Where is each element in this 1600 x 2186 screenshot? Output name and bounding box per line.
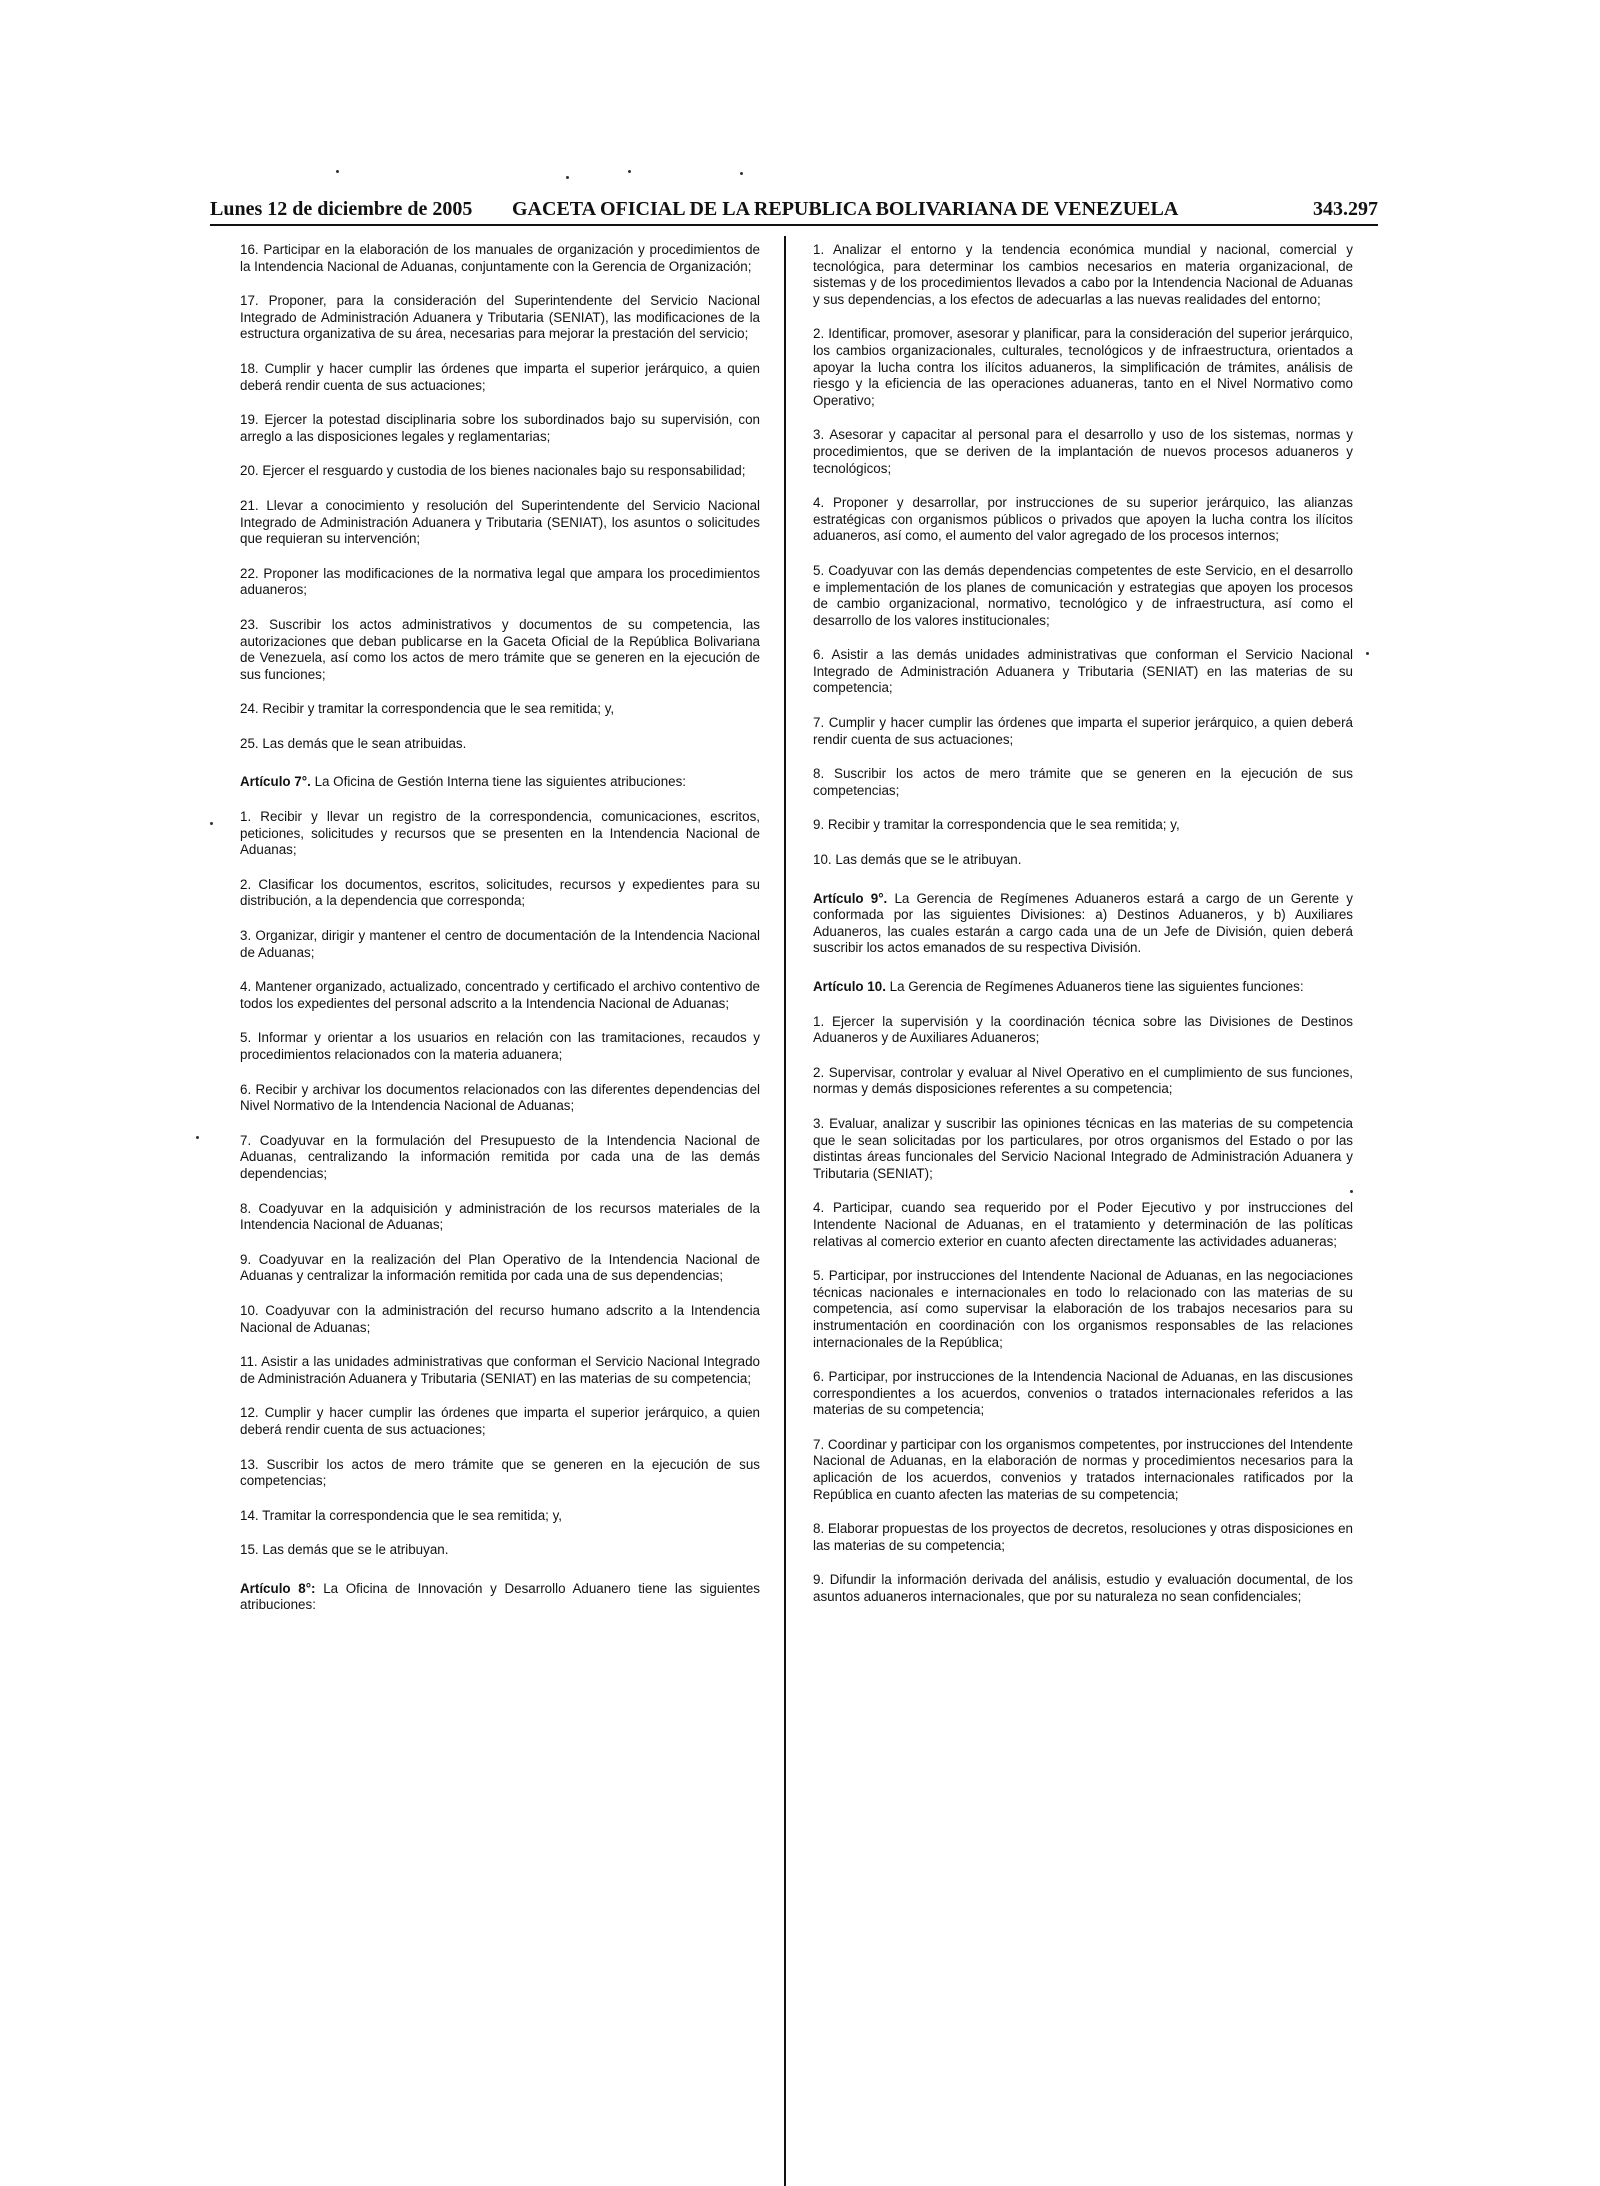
paragraph-text: 1. Ejercer la supervisión y la coordinación técnica sobre las Divisiones de Destinos Aduaneros y de Auxiliares Aduaneros;	[813, 1013, 1353, 1046]
paragraph-text: 7. Coadyuvar en la formulación del Presupuesto de la Intendencia Nacional de Aduanas, centralizando la información remitida por cada una de las demás dependencias;	[240, 1132, 760, 1181]
list-item	[240, 1030, 760, 1063]
list-item	[813, 647, 1353, 697]
paragraph-text: 6. Asistir a las demás unidades administrativas que conforman el Servicio Nacional Integrado de Administración Aduanera y Tributaria (SENIAT) en las materias de su competencia;	[813, 647, 1353, 696]
paragraph-text: 3. Asesorar y capacitar al personal para el desarrollo y uso de los sistemas, normas y procedimientos, que se deriven de la implantación de nuevos procesos aduaneros y tecnológicos;	[813, 427, 1353, 476]
list-item	[813, 1200, 1353, 1250]
paragraph-text: 22. Proponer las modificaciones de la normativa legal que ampara los procedimientos aduaneros;	[240, 565, 760, 598]
list-item	[813, 495, 1353, 545]
list-item	[813, 1116, 1353, 1182]
list-item	[240, 809, 760, 859]
scan-speck	[1350, 1190, 1353, 1193]
scan-speck	[1366, 652, 1369, 655]
list-item	[813, 766, 1353, 799]
paragraph-text: 1. Recibir y llevar un registro de la correspondencia, comunicaciones, escritos, peticiones, solicitudes y recursos que se presenten en la Intendencia Nacional de Aduanas;	[240, 809, 760, 858]
paragraph-text: 25. Las demás que le sean atribuidas.	[240, 735, 467, 751]
header-page-number: 343.297	[1313, 198, 1378, 220]
list-item	[240, 361, 760, 394]
article-paragraph	[240, 1581, 760, 1614]
scan-speck	[740, 172, 743, 175]
paragraph-text: 20. Ejercer el resguardo y custodia de los bienes nacionales bajo su responsabilidad;	[240, 463, 746, 479]
paragraph-text: 5. Informar y orientar a los usuarios en relación con las tramitaciones, recaudos y procedimientos relacionados con la materia aduanera;	[240, 1030, 760, 1062]
list-item	[813, 427, 1353, 477]
header-date: Lunes 12 de diciembre de 2005	[210, 198, 473, 220]
paragraph-text: 7. Coordinar y participar con los organismos competentes, por instrucciones del Intendente Nacional de Aduanas, en la elaboración de normas y procedimientos necesarios para la aplicación de los acuerdos, convenios y tratados internacionales ratificados por la República en cuanto afecten las materias de su competencia;	[813, 1436, 1353, 1502]
list-item	[240, 1542, 760, 1559]
paragraph-text: 15. Las demás que se le atribuyan.	[240, 1542, 449, 1558]
scan-speck	[210, 822, 213, 825]
list-item	[240, 412, 760, 445]
paragraph-text: 6. Recibir y archivar los documentos relacionados con las diferentes dependencias del Nivel Normativo de la Intendencia Nacional de Aduanas;	[240, 1081, 760, 1114]
paragraph-text: 13. Suscribir los actos de mero trámite que se generen en la ejecución de sus competencias;	[240, 1456, 760, 1489]
list-item	[813, 1014, 1353, 1047]
list-item	[240, 1354, 760, 1387]
list-item	[813, 326, 1353, 409]
paragraph-text: La Gerencia de Regímenes Aduaneros estará a cargo de un Gerente y conformada por las siguientes Divisiones: a) Destinos Aduaneros, y b) Auxiliares Aduaneros, las cuales estarán a cargo cada una de un Jefe de División, quien deberá suscribir los actos emanados de su respectiva División.	[813, 890, 1353, 956]
list-item	[240, 566, 760, 599]
paragraph-text: 5. Participar, por instrucciones del Intendente Nacional de Aduanas, en las negociaciones técnicas nacionales e internacionales en todo lo relacionado con las materias de su competencia, así como supervisar la elaboración de los trabajos necesarios para su instrumentación en coordinación con los organismos responsables de las relaciones internacionales de la República;	[813, 1268, 1353, 1350]
paragraph-text: 24. Recibir y tramitar la correspondencia que le sea remitida; y,	[240, 701, 615, 717]
list-item	[813, 1437, 1353, 1503]
right-column	[813, 242, 1353, 1624]
paragraph-text: 7. Cumplir y hacer cumplir las órdenes que imparta el superior jerárquico, a quien deberá rendir cuenta de sus actuaciones;	[813, 715, 1353, 747]
paragraph-text: 5. Coadyuvar con las demás dependencias competentes de este Servicio, en el desarrollo e implementación de los planes de comunicación y estrategias que apoyen los procesos de cambio organizacional, normativo, tecnológico y de infraestructura, así como el desarrollo de los valores institucionales;	[813, 562, 1353, 628]
list-item	[240, 1201, 760, 1234]
paragraph-text: 14. Tramitar la correspondencia que le sea remitida; y,	[240, 1507, 563, 1523]
paragraph-text: La Gerencia de Regímenes Aduaneros tiene las siguientes funciones:	[885, 979, 1304, 994]
paragraph-text: 2. Identificar, promover, asesorar y planificar, para la consideración del superior jerárquico, los cambios organizacionales, culturales, tecnológicos y de infraestructura, orientados a apoyar la lucha contra los ilícitos aduaneros, la simplificación de trámites, análisis de riesgo y la eficiencia de las operaciones aduaneras, tanto en el Nivel Normativo como Operativo;	[813, 326, 1353, 408]
article-label: Artículo 10.	[813, 979, 886, 994]
paragraph-text: 4. Participar, cuando sea requerido por el Poder Ejecutivo y por instrucciones del Intendente Nacional de Aduanas, en el tratamiento y determinación de las políticas relativas al comercio exterior en cuanto afecten directamente las actividades aduaneras;	[813, 1200, 1353, 1249]
list-item	[813, 817, 1353, 834]
list-item	[240, 293, 760, 343]
paragraph-text: 9. Coadyuvar en la realización del Plan Operativo de la Intendencia Nacional de Aduanas y centralizar la información remitida por cada una de sus dependencias;	[240, 1251, 760, 1284]
paragraph-text: 9. Recibir y tramitar la correspondencia que le sea remitida; y,	[813, 817, 1180, 833]
list-item	[813, 1572, 1353, 1605]
header-rule	[210, 224, 1378, 226]
scan-speck	[628, 170, 631, 173]
list-item	[240, 498, 760, 548]
paragraph-text: 4. Proponer y desarrollar, por instrucciones de su superior jerárquico, las alianzas estratégicas con organismos públicos o privados que apoyen la lucha contra los ilícitos aduaneros, así como, el aumento del valor agregado de los procesos internos;	[813, 495, 1353, 544]
list-item	[813, 1521, 1353, 1554]
article-label: Artículo 7°.	[240, 774, 311, 790]
paragraph-text: 3. Organizar, dirigir y mantener el centro de documentación de la Intendencia Nacional de Aduanas;	[240, 928, 760, 960]
paragraph-text: La Oficina de Innovación y Desarrollo Aduanero tiene las siguientes atribuciones:	[240, 1580, 760, 1613]
list-item	[240, 463, 760, 480]
column-divider	[784, 236, 786, 2186]
page-header	[210, 198, 1378, 228]
list-item	[813, 242, 1353, 308]
list-item	[240, 1133, 760, 1183]
list-item	[240, 877, 760, 910]
paragraph-text: 8. Coadyuvar en la adquisición y administración de los recursos materiales de la Intendencia Nacional de Aduanas;	[240, 1200, 760, 1233]
list-item	[240, 1508, 760, 1525]
paragraph-text: 17. Proponer, para la consideración del Superintendente del Servicio Nacional Integrado de Administración Aduanera y Tributaria (SENIAT), las modificaciones de la estructura organizativa de su área, necesarias para mejorar la prestación del servicio;	[240, 293, 760, 342]
paragraph-text: 2. Supervisar, controlar y evaluar al Nivel Operativo en el cumplimiento de sus funciones, normas y demás disposiciones referentes a su competencia;	[813, 1064, 1353, 1097]
list-item	[813, 715, 1353, 748]
paragraph-text: 10. Las demás que se le atribuyan.	[813, 852, 1022, 868]
paragraph-text: 4. Mantener organizado, actualizado, concentrado y certificado el archivo contentivo de todos los expedientes del personal adscrito a la Intendencia Nacional de Aduanas;	[240, 979, 760, 1011]
list-item	[240, 1252, 760, 1285]
list-item	[240, 1405, 760, 1438]
paragraph-text: La Oficina de Gestión Interna tiene las siguientes atribuciones:	[310, 774, 687, 790]
paragraph-text: 8. Suscribir los actos de mero trámite que se generen en la ejecución de sus competencias;	[813, 766, 1353, 798]
list-item	[240, 1082, 760, 1115]
paragraph-text: 21. Llevar a conocimiento y resolución del Superintendente del Servicio Nacional Integrado de Administración Aduanera y Tributaria (SENIAT), los asuntos o solicitudes que requieran su intervención;	[240, 497, 760, 547]
left-column	[240, 242, 760, 1632]
paragraph-text: 23. Suscribir los actos administrativos y documentos de su competencia, las autorizaciones que deban publicarse en la Gaceta Oficial de la República Bolivariana de Venezuela, así como los actos de mero trámite que se generen en la ejecución de sus funciones;	[240, 616, 760, 682]
list-item	[240, 736, 760, 753]
paragraph-text: 19. Ejercer la potestad disciplinaria sobre los subordinados bajo su supervisión, con arreglo a las disposiciones legales y reglamentarias;	[240, 412, 760, 444]
paragraph-text: 12. Cumplir y hacer cumplir las órdenes que imparta el superior jerárquico, a quien deberá rendir cuenta de sus actuaciones;	[240, 1405, 760, 1437]
scan-speck	[566, 176, 569, 179]
list-item	[813, 1369, 1353, 1419]
list-item	[240, 617, 760, 683]
article-paragraph	[240, 774, 760, 791]
paragraph-text: 10. Coadyuvar con la administración del recurso humano adscrito a la Intendencia Nacional de Aduanas;	[240, 1302, 760, 1335]
paragraph-text: 9. Difundir la información derivada del análisis, estudio y evaluación documental, de los asuntos aduaneros internacionales, que por su naturaleza no sean confidenciales;	[813, 1572, 1353, 1605]
list-item	[240, 242, 760, 275]
article-label: Artículo 9°.	[813, 890, 888, 906]
article-label: Artículo 8°:	[240, 1580, 316, 1596]
list-item	[240, 979, 760, 1012]
article-paragraph	[813, 979, 1353, 996]
scan-speck	[196, 1136, 199, 1139]
list-item	[813, 852, 1353, 869]
list-item	[240, 1457, 760, 1490]
list-item	[240, 1303, 760, 1336]
list-item	[240, 928, 760, 961]
header-title: GACETA OFICIAL DE LA REPUBLICA BOLIVARIANA DE VENEZUELA	[512, 198, 1179, 220]
list-item	[813, 1065, 1353, 1098]
paragraph-text: 1. Analizar el entorno y la tendencia económica mundial y nacional, comercial y tecnológica, para determinar los cambios necesarios en materia organizacional, de sistemas y de los procedimientos llevados a cabo por la Intendencia Nacional de Aduanas y sus dependencias, a los efectos de adecuarlas a las nuevas realidades del entorno;	[813, 242, 1353, 307]
paragraph-text: 2. Clasificar los documentos, escritos, solicitudes, recursos y expedientes para su distribución, a la dependencia que corresponda;	[240, 876, 760, 909]
article-paragraph	[813, 891, 1353, 957]
paragraph-text: 6. Participar, por instrucciones de la Intendencia Nacional de Aduanas, en las discusiones correspondientes a los acuerdos, convenios o tratados internacionales referidos a las materias de su competencia;	[813, 1369, 1353, 1418]
list-item	[813, 1268, 1353, 1351]
paragraph-text: 11. Asistir a las unidades administrativas que conforman el Servicio Nacional Integrado de Administración Aduanera y Tributaria (SENIAT) en las materias de su competencia;	[240, 1354, 760, 1386]
paragraph-text: 3. Evaluar, analizar y suscribir las opiniones técnicas en las materias de su competencia que le sean solicitadas por los particulares, por otros organismos del Estado o por las distintas áreas funcionales del Servicio Nacional Integrado de Administración Aduanera y Tributaria (SENIAT);	[813, 1115, 1353, 1181]
paragraph-text: 16. Participar en la elaboración de los manuales de organización y procedimientos de la Intendencia Nacional de Aduanas, conjuntamente con la Gerencia de Organización;	[240, 242, 760, 274]
list-item	[813, 563, 1353, 629]
list-item	[240, 701, 760, 718]
scan-speck	[336, 170, 339, 173]
paragraph-text: 8. Elaborar propuestas de los proyectos de decretos, resoluciones y otras disposiciones en las materias de su competencia;	[813, 1521, 1353, 1553]
paragraph-text: 18. Cumplir y hacer cumplir las órdenes que imparta el superior jerárquico, a quien deberá rendir cuenta de sus actuaciones;	[240, 360, 760, 393]
